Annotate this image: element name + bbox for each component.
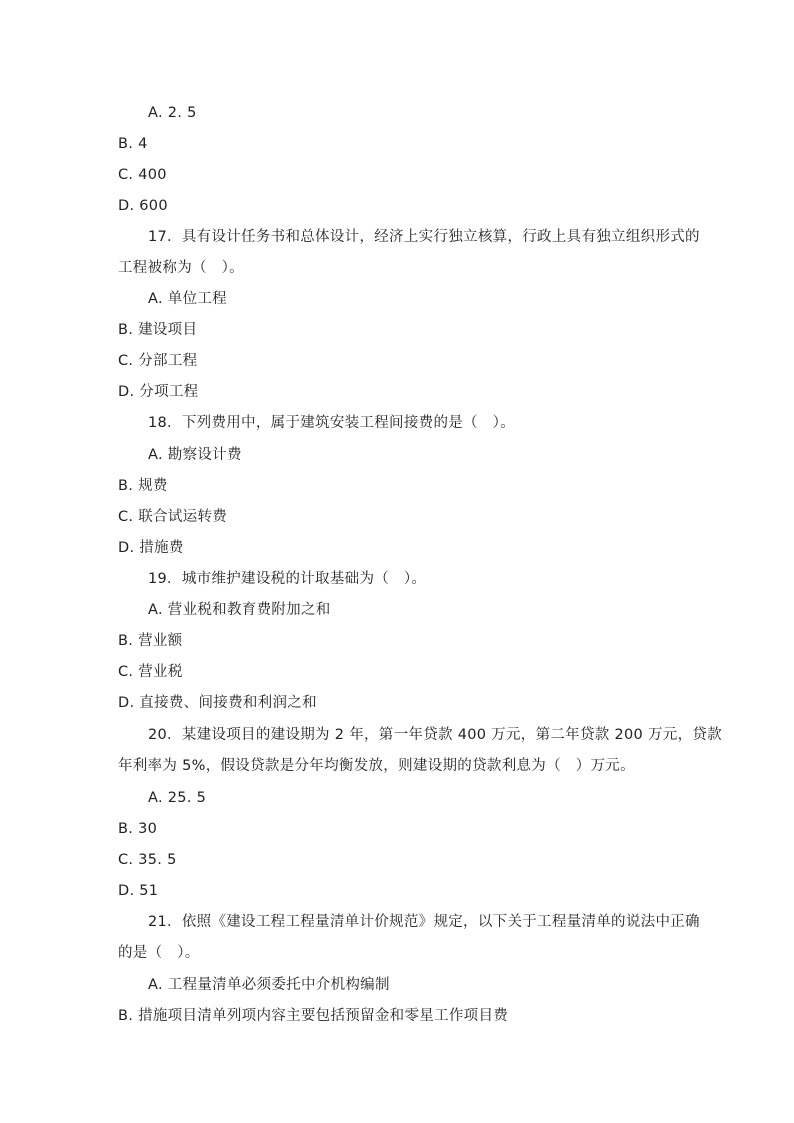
q21-stem-line1: 21．依照《建设工程工程量清单计价规范》规定，以下关于工程量清单的说法中正确 — [148, 914, 700, 930]
q20-option-b: B. 30 — [118, 821, 158, 837]
q18-option-d: D. 措施费 — [118, 540, 184, 556]
q18-option-b: B. 规费 — [118, 478, 168, 494]
q19-stem: 19．城市维护建设税的计取基础为（ ）。 — [148, 571, 427, 587]
q17-option-a: A. 单位工程 — [148, 291, 227, 307]
q19-option-a: A. 营业税和教育费附加之和 — [148, 602, 331, 618]
q20-option-c: C. 35. 5 — [118, 852, 177, 868]
q19-option-c: C. 营业税 — [118, 664, 183, 680]
q17-stem-line1: 17．具有设计任务书和总体设计，经济上实行独立核算，行政上具有独立组织形式的 — [148, 229, 700, 245]
q21-stem-line2: 的是（ ）。 — [118, 945, 200, 961]
q17-option-c: C. 分部工程 — [118, 353, 198, 369]
q18-option-a: A. 勘察设计费 — [148, 447, 242, 463]
q16-option-a: A. 2. 5 — [148, 105, 197, 121]
q19-option-b: B. 营业额 — [118, 633, 183, 649]
q21-option-b: B. 措施项目清单列项内容主要包括预留金和零星工作项目费 — [118, 1008, 509, 1024]
q20-stem-line2: 年利率为 5%，假设贷款是分年均衡发放，则建设期的贷款利息为（ ）万元。 — [118, 758, 635, 774]
q19-option-d: D. 直接费、间接费和利润之和 — [118, 695, 317, 711]
q17-option-b: B. 建设项目 — [118, 322, 198, 338]
q16-option-d: D. 600 — [118, 198, 168, 214]
q18-option-c: C. 联合试运转费 — [118, 509, 228, 525]
q21-option-a: A. 工程量清单必须委托中介机构编制 — [148, 977, 390, 993]
q17-option-d: D. 分项工程 — [118, 384, 199, 400]
q20-option-a: A. 25. 5 — [148, 790, 207, 806]
q20-option-d: D. 51 — [118, 883, 159, 899]
q20-stem-line1: 20．某建设项目的建设期为 2 年，第一年贷款 400 万元，第二年贷款 200 万元，贷款 — [148, 727, 722, 743]
q16-option-c: C. 400 — [118, 167, 167, 183]
q16-option-b: B. 4 — [118, 136, 148, 152]
q17-stem-line2: 工程被称为（ ）。 — [118, 260, 244, 276]
q18-stem: 18．下列费用中，属于建筑安装工程间接费的是（ ）。 — [148, 415, 515, 431]
